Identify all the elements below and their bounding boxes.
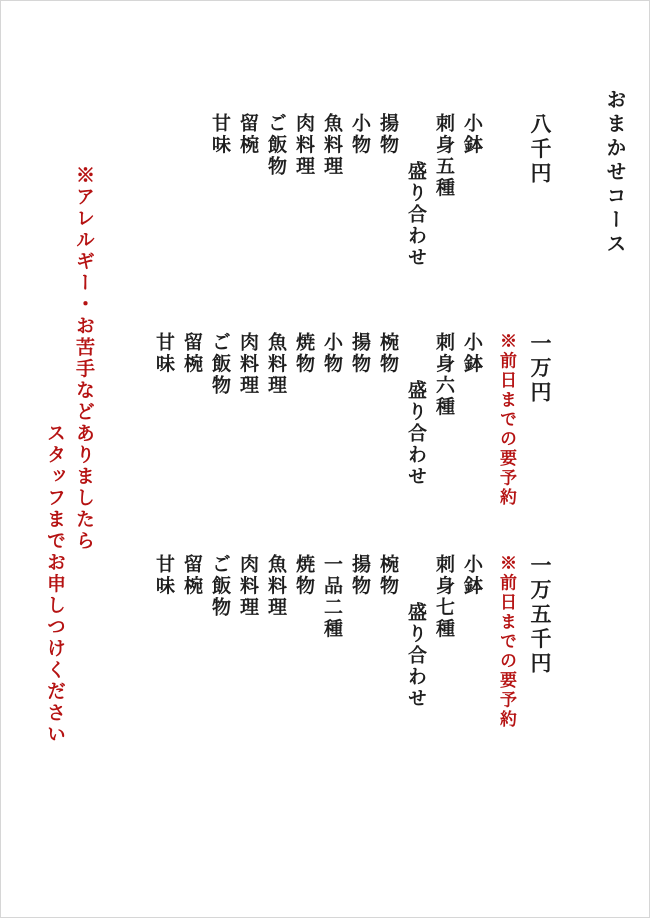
- menu-item: 椀物: [377, 554, 399, 597]
- menu-item: 盛り合わせ: [405, 602, 427, 710]
- menu-item: 刺身五種: [433, 113, 455, 199]
- menu-item: 留椀: [181, 554, 203, 597]
- menu-item: 刺身七種: [433, 554, 455, 640]
- allergy-notice-line-2: スタッフまでお申しつけください: [44, 423, 66, 746]
- course-section-15000yen: [145, 554, 551, 730]
- allergy-notice: [45, 165, 93, 746]
- menu-item: 肉料理: [237, 554, 259, 619]
- menu-item: 揚物: [349, 332, 371, 375]
- menu-item: 一品二種: [321, 554, 343, 640]
- menu-item: 揚物: [377, 113, 399, 156]
- menu-item: 甘味: [153, 554, 175, 597]
- menu-item: 揚物: [349, 554, 371, 597]
- menu-item: ご飯物: [209, 332, 231, 397]
- menu-item: 小物: [321, 332, 343, 375]
- menu-item: 甘味: [209, 113, 231, 156]
- allergy-notice-line-1: ※アレルギー・お苦手などありましたら: [73, 165, 95, 552]
- menu-item: 肉料理: [293, 113, 315, 178]
- menu-item: 魚料理: [321, 113, 343, 178]
- reservation-note: ※前日までの要予約: [496, 554, 516, 730]
- menu-item: 焼物: [293, 332, 315, 375]
- menu-item: 甘味: [153, 332, 175, 375]
- menu-item: 小鉢: [461, 113, 483, 156]
- menu-item: 小鉢: [461, 554, 483, 597]
- menu-item: 魚料理: [265, 554, 287, 619]
- menu-item: 盛り合わせ: [405, 161, 427, 269]
- menu-item: 肉料理: [237, 332, 259, 397]
- menu-item: 盛り合わせ: [405, 380, 427, 488]
- course-price: 一万円: [528, 332, 553, 406]
- course-price: 八千円: [528, 113, 553, 187]
- menu-item: 魚料理: [265, 332, 287, 397]
- course-section-8000yen: [201, 113, 551, 269]
- menu-item: 留椀: [181, 332, 203, 375]
- course-section-10000yen: [145, 332, 551, 508]
- menu-item: 焼物: [293, 554, 315, 597]
- menu-item: ご飯物: [209, 554, 231, 619]
- course-price: 一万五千円: [528, 554, 553, 677]
- menu-item: 小物: [349, 113, 371, 156]
- page-title: おまかせコース: [603, 89, 627, 257]
- menu-item: ご飯物: [265, 113, 287, 178]
- menu-item: 留椀: [237, 113, 259, 156]
- menu-item: 刺身六種: [433, 332, 455, 418]
- reservation-note: ※前日までの要予約: [496, 332, 516, 508]
- menu-item: 椀物: [377, 332, 399, 375]
- menu-item: 小鉢: [461, 332, 483, 375]
